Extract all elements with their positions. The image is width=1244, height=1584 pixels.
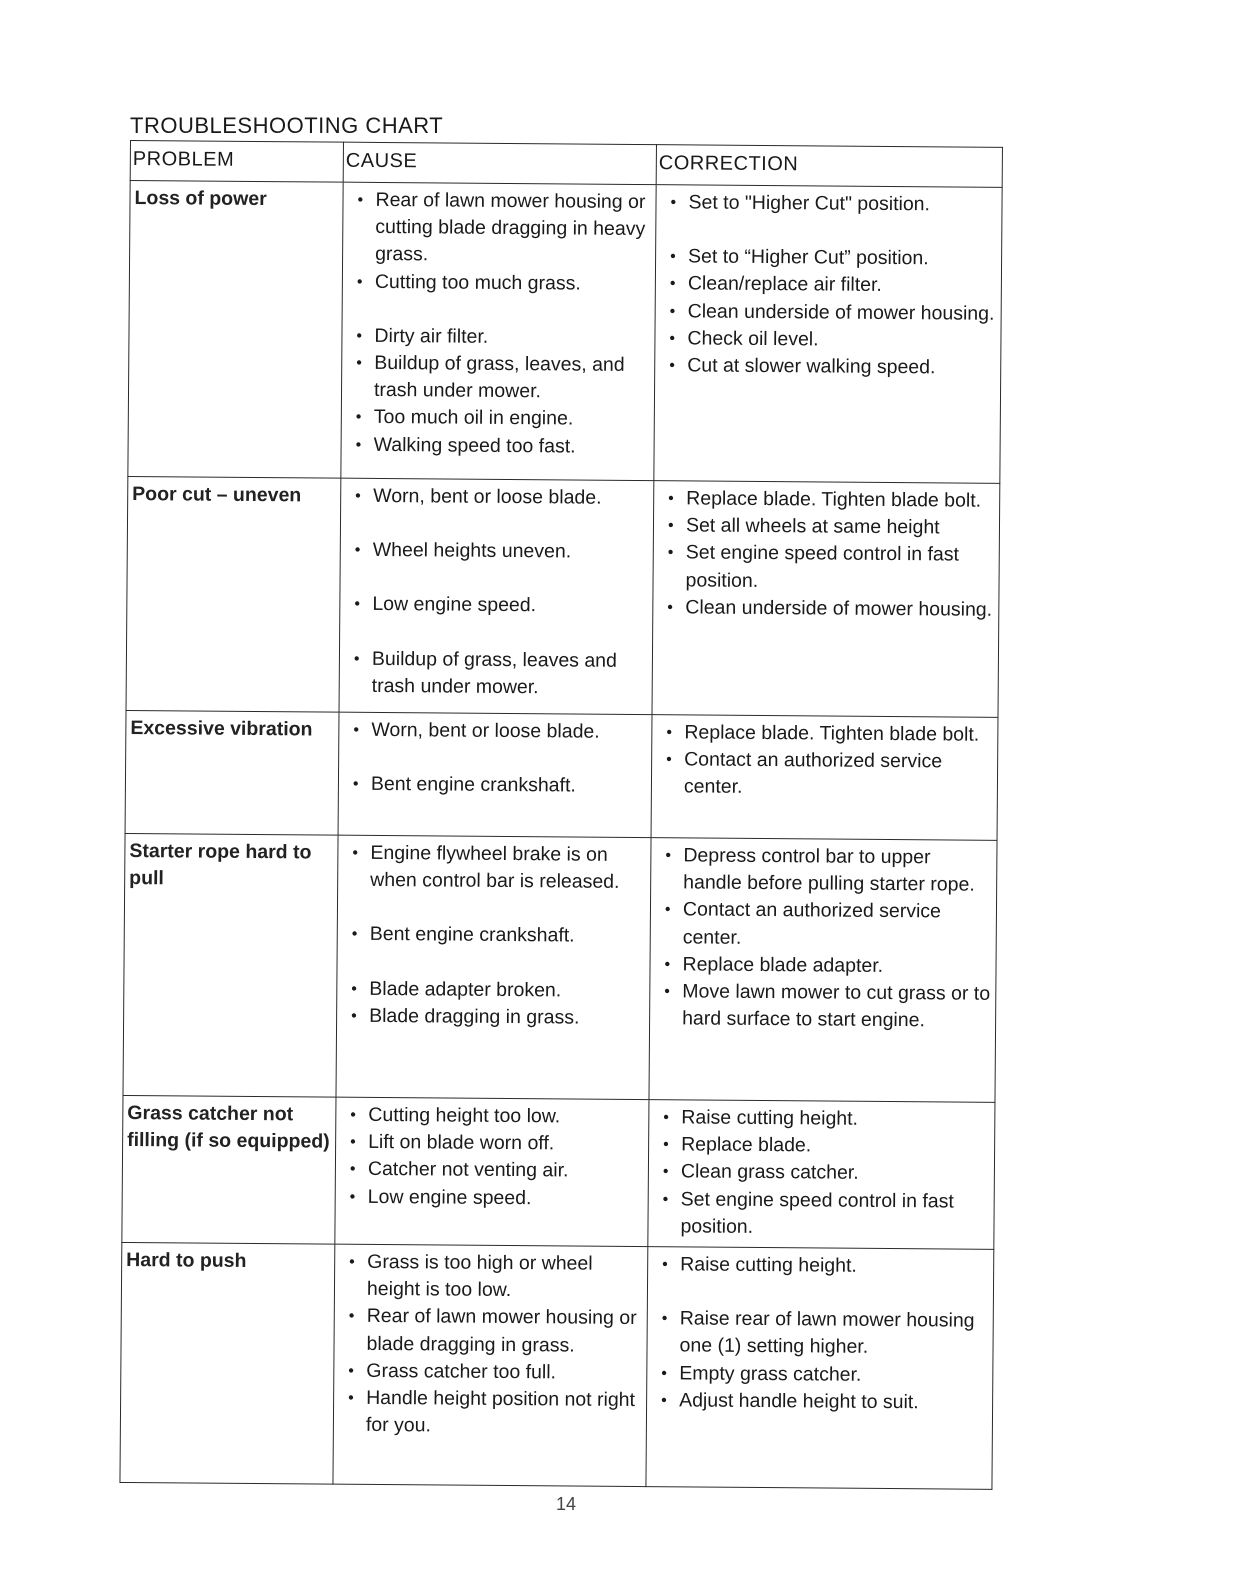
correction-item: • Check oil level. xyxy=(669,325,996,355)
header-cause: CAUSE xyxy=(343,142,656,184)
correction-item: • Clean/replace air filter. xyxy=(670,271,997,301)
cause-cell xyxy=(338,712,652,837)
cause-item: • Lift on blade worn off. xyxy=(350,1129,644,1159)
table-row xyxy=(126,476,1000,717)
correction-item: • Replace blade adapter. xyxy=(664,951,991,981)
page-number: 14 xyxy=(556,1494,577,1514)
cause-item: • Wheel heights uneven. xyxy=(355,537,649,567)
correction-item: • Clean underside of mower housing. xyxy=(667,594,994,624)
correction-item: • Replace blade. Tighten blade bolt. xyxy=(666,719,993,749)
header-row xyxy=(130,141,1002,188)
correction-item: • Empty grass catcher. xyxy=(661,1360,988,1390)
cause-item: • Worn, bent or loose blade. xyxy=(355,483,649,513)
correction-item: • Adjust handle height to suit. xyxy=(661,1387,988,1417)
table-row xyxy=(128,181,1002,484)
correction-item: • Contact an authorized service center. xyxy=(666,746,993,803)
correction-cell xyxy=(652,481,1000,718)
cause-item: • Low engine speed. xyxy=(350,1183,644,1213)
correction-item: • Clean underside of mower housing. xyxy=(670,298,997,328)
problem-cell: Loss of power xyxy=(128,181,343,479)
correction-item: • Set to "Higher Cut" position. xyxy=(670,189,997,219)
table-row xyxy=(125,710,998,840)
header-problem: PROBLEM xyxy=(130,141,343,183)
cause-cell xyxy=(336,835,651,1099)
cause-item: • Grass catcher too full. xyxy=(348,1358,642,1388)
correction-item: • Set engine speed control in fast position. xyxy=(667,540,994,597)
problem-cell: Grass catcher not filling (if so equipped) xyxy=(122,1095,336,1244)
cause-item: • Rear of lawn mower housing or cutting blade dragging in heavy grass. xyxy=(357,187,652,271)
correction-item: • Cut at slower walking speed. xyxy=(669,352,996,382)
cause-item: • Cutting height too low. xyxy=(350,1102,644,1132)
correction-item: • Replace blade. Tighten blade bolt. xyxy=(668,485,995,515)
cause-item: • Low engine speed. xyxy=(354,591,648,621)
table-row xyxy=(120,1242,994,1489)
cause-item: • Walking speed too fast. xyxy=(356,431,650,461)
correction-cell xyxy=(654,185,1002,484)
correction-item: • Move lawn mower to cut grass or to hard surface to start engine. xyxy=(664,978,991,1035)
cause-item: • Too much oil in engine. xyxy=(356,404,650,434)
problem-cell: Poor cut – uneven xyxy=(126,476,341,712)
cause-item: • Rear of lawn mower housing or blade dragging in grass. xyxy=(348,1303,642,1360)
correction-cell xyxy=(651,715,998,841)
correction-item: • Raise rear of lawn mower housing one (1) setting higher. xyxy=(661,1305,988,1362)
cause-item: • Handle height position not right for you. xyxy=(348,1385,642,1442)
correction-item: • Raise cutting height. xyxy=(663,1104,990,1134)
correction-item: • Set engine speed control in fast position. xyxy=(662,1186,989,1243)
cause-cell xyxy=(335,1097,649,1246)
correction-item: • Replace blade. xyxy=(663,1131,990,1161)
cause-cell xyxy=(341,182,656,480)
correction-item: • Raise cutting height. xyxy=(662,1251,989,1281)
cause-item: • Engine flywheel brake is on when control bar is released. xyxy=(352,840,646,897)
cause-item: • Buildup of grass, leaves and trash under mower. xyxy=(354,645,648,702)
cause-item: • Grass is too high or wheel height is too low. xyxy=(349,1249,643,1306)
cause-item: • Catcher not venting air. xyxy=(350,1156,644,1186)
correction-cell xyxy=(648,1100,995,1250)
cause-item: • Bent engine crankshaft. xyxy=(353,771,647,801)
cause-cell xyxy=(333,1244,648,1486)
table-row xyxy=(122,1095,995,1249)
header-correction: CORRECTION xyxy=(656,145,1002,188)
cause-item: • Worn, bent or loose blade. xyxy=(353,717,647,747)
troubleshooting-table xyxy=(119,140,1003,1490)
table-row xyxy=(123,833,997,1102)
cause-item: • Blade adapter broken. xyxy=(351,975,645,1005)
correction-cell xyxy=(649,838,997,1103)
cause-item: • Dirty air filter. xyxy=(356,323,650,353)
cause-item: • Bent engine crankshaft. xyxy=(352,921,646,951)
cause-item: • Blade dragging in grass. xyxy=(351,1003,645,1033)
problem-cell: Starter rope hard to pull xyxy=(123,833,338,1097)
cause-item: • Buildup of grass, leaves, and trash under mower. xyxy=(356,350,650,407)
correction-item: • Depress control bar to upper handle before pulling starter rope. xyxy=(665,842,992,899)
problem-cell: Excessive vibration xyxy=(125,710,339,835)
chart-title: TROUBLESHOOTING CHART xyxy=(130,113,444,138)
problem-cell: Hard to push xyxy=(120,1242,335,1484)
cause-cell xyxy=(339,478,654,714)
cause-item: • Cutting too much grass. xyxy=(357,268,651,298)
correction-item: • Set all wheels at same height xyxy=(668,512,995,542)
correction-item: • Contact an authorized service center. xyxy=(665,897,992,954)
correction-item: • Clean grass catcher. xyxy=(663,1159,990,1189)
correction-cell xyxy=(646,1247,994,1490)
correction-item: • Set to “Higher Cut” position. xyxy=(670,243,997,273)
